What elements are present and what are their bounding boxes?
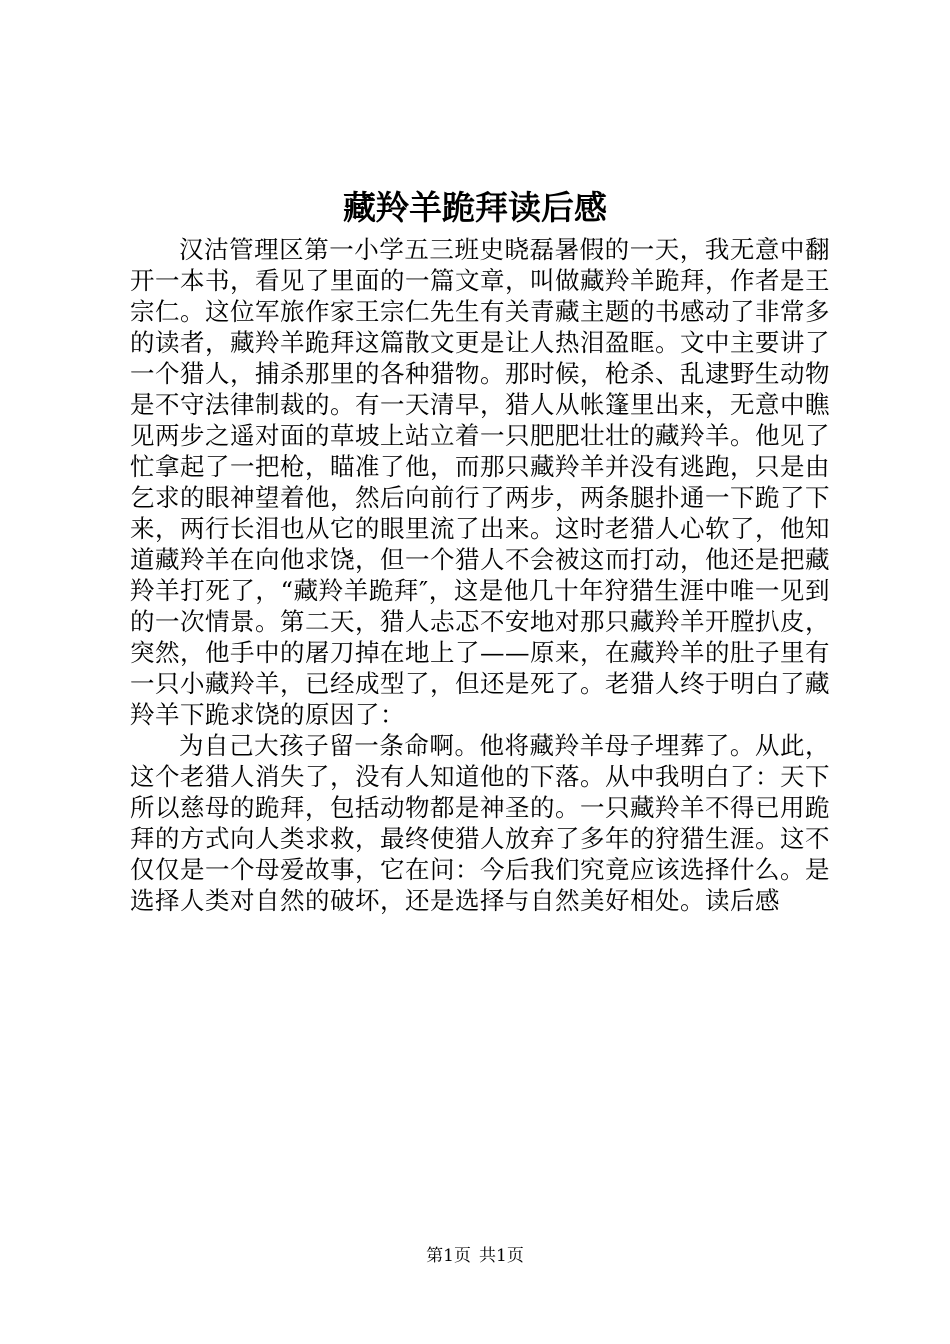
paragraph-2: 为自己大孩子留一条命啊。他将藏羚羊母子埋葬了。从此，这个老猎人消失了，没有人知道他的下落。从中我明白了：天下所以慈母的跪拜，包括动物都是神圣的。一只藏羚羊不得已用跪拜的方式向人类求救，最终使猎人放弃了多年的狩猎生涯。这不仅仅是一个母爱故事，它在问：今后我们究竟应该选择什么。是选择人类对自然的破坏，还是选择与自然美好相处。读后感 [130, 731, 830, 915]
document-body [130, 234, 830, 916]
page-title: 藏羚羊跪拜读后感 [343, 188, 607, 227]
page-number: 第1页 [426, 1246, 471, 1266]
page-footer [0, 1244, 950, 1268]
paragraph-1: 汉沽管理区第一小学五三班史晓磊暑假的一天，我无意中翻开一本书，看见了里面的一篇文章，叫做藏羚羊跪拜，作者是王宗仁。这位军旅作家王宗仁先生有关青藏主题的书感动了非常多的读者，藏羚羊跪拜这篇散文更是让人热泪盈眶。文中主要讲了一个猎人，捕杀那里的各种猎物。那时候，枪杀、乱逮野生动物是不守法律制裁的。有一天清早，猎人从帐篷里出来，无意中瞧见两步之遥对面的草坡上站立着一只肥肥壮壮的藏羚羊。他见了忙拿起了一把枪，瞄准了他，而那只藏羚羊并没有逃跑，只是由乞求的眼神望着他，然后向前行了两步，两条腿扑通一下跪了下来，两行长泪也从它的眼里流了出来。这时老猎人心软了，他知道藏羚羊在向他求饶，但一个猎人不会被这而打动，他还是把藏羚羊打死了，“藏羚羊跪拜″，这是他几十年狩猎生涯中唯一见到的一次情景。第二天，猎人忐忑不安地对那只藏羚羊开膛扒皮，突然，他手中的屠刀掉在地上了——原来，在藏羚羊的肚子里有一只小藏羚羊，已经成型了，但还是死了。老猎人终于明白了藏羚羊下跪求饶的原因了： [130, 235, 830, 729]
page-total: 共1页 [479, 1246, 524, 1266]
